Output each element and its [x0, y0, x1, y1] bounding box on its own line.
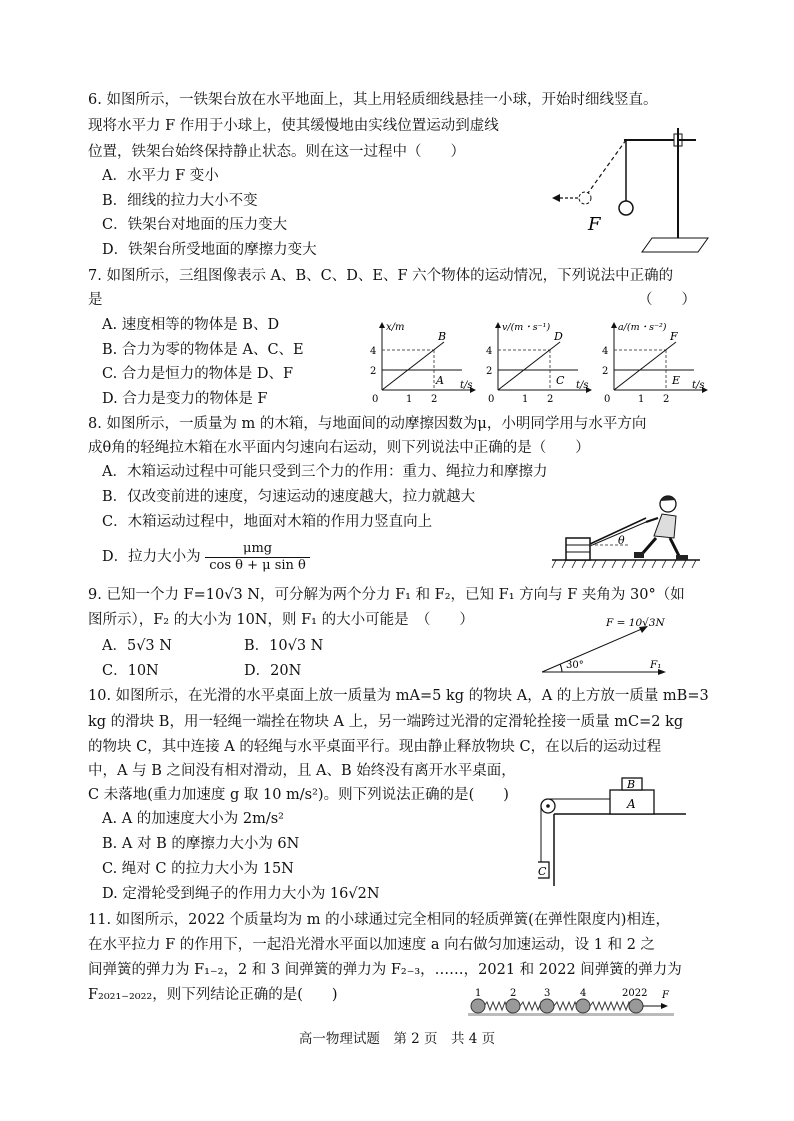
- q11-stem-line1: 11. 如图所示，2022 个质量均为 m 的小球通过完全相同的轻质弹簧(在弹性限度内)相连，: [88, 912, 670, 928]
- q10-figure-pulley-system: [538, 776, 688, 888]
- q7-graph-1-label-b: B: [438, 330, 447, 343]
- q9-option-b: B．10√3 N: [244, 638, 324, 654]
- q7-option-c: C. 合力是恒力的物体是 D、F: [102, 366, 294, 382]
- q8-option-d-numerator: μmg: [205, 541, 310, 558]
- q7-answer-paren: （ ）: [638, 292, 696, 308]
- q7-graph-2-label-c: C: [556, 374, 565, 387]
- q7-graph-1-xlabel: t/s: [460, 380, 473, 391]
- q7-stem-line2: 是: [88, 292, 103, 308]
- q7-graph-1-ylabel: x/m: [386, 322, 405, 333]
- q7-graph-1-xtick-1: 1: [406, 394, 413, 405]
- q9-figure-force-decomposition: [538, 612, 668, 676]
- q7-graph-2-ytick-2: 2: [486, 366, 493, 377]
- q7-graph-2-xtick-2: 2: [547, 394, 554, 405]
- q11-stem-line4: F₂₀₂₁₋₂₀₂₂，则下列结论正确的是( ): [88, 987, 338, 1003]
- q11-stem-line2: 在水平拉力 F 的作用下，一起沿光滑水平面以加速度 a 向右做匀加速运动，设 1 和 2 之: [88, 937, 656, 953]
- q6-option-a: A．水平力 F 变小: [102, 168, 219, 184]
- q9-stem-line2: 图所示），F₂ 的大小为 10N，则 F₁ 的大小可能是 （ ）: [88, 612, 474, 628]
- q6-figure-force-label: F: [588, 214, 601, 235]
- q10-stem-line5: C 未落地(重力加速度 g 取 10 m/s²)。则下列说法正确的是( ): [88, 787, 509, 803]
- q6-option-c: C．铁架台对地面的压力变大: [102, 217, 288, 233]
- q8-option-b: B．仅改变前进的速度，匀速运动的速度越大，拉力就越大: [102, 489, 476, 505]
- q7-graph-3-xtick-1: 1: [638, 394, 645, 405]
- q6-stem-line3: 位置，铁架台始终保持静止状态。则在这一过程中（ ）: [88, 144, 465, 160]
- q7-graph-1-ytick-2: 2: [370, 366, 377, 377]
- q7-graph-3-label-f: F: [670, 330, 678, 343]
- q9-figure-angle-label: 30°: [566, 660, 584, 671]
- q10-stem-line3: 的物块 C，其中连接 A 的轻绳与水平桌面平行。现由静止释放物块 C，在以后的运动过程: [88, 739, 662, 755]
- q11-stem-line3: 间弹簧的弹力为 F₁₋₂，2 和 3 间弹簧的弹力为 F₂₋₃，……，2021 和 2022 间弹簧的弹力为: [88, 962, 682, 978]
- q11-figure-label-4: 4: [580, 988, 587, 999]
- q9-option-a: A．5√3 N: [102, 638, 172, 654]
- q8-option-d: [102, 540, 310, 574]
- q8-option-d-fraction: [205, 541, 310, 574]
- q11-figure-spring-balls: [466, 986, 678, 1026]
- q7-graph-3-ytick-4: 4: [602, 346, 609, 357]
- q11-figure-label-3: 3: [544, 988, 551, 999]
- q8-stem-line2: 成θ角的轻绳拉木箱在水平面内匀速向右运动，则下列说法中正确的是（ ）: [88, 440, 590, 456]
- q7-graph-1-xtick-2: 2: [431, 394, 438, 405]
- q10-option-a: A. A 的加速度大小为 2m/s²: [102, 811, 284, 827]
- q11-figure-force-label: F: [662, 990, 669, 1001]
- q11-figure-label-2: 2: [510, 988, 517, 999]
- q7-graph-3-xtick-2: 2: [663, 394, 670, 405]
- q6-option-d: D．铁架台所受地面的摩擦力变大: [102, 242, 317, 258]
- q6-stem-line2: 现将水平力 F 作用于小球上，使其缓慢地由实线位置运动到虚线: [88, 118, 499, 134]
- q8-figure-boy-pulling-box: [550, 488, 702, 572]
- q7-graph-2-ytick-0: 0: [488, 394, 495, 405]
- q8-option-a: A．木箱运动过程中可能只受到三个力的作用：重力、绳拉力和摩擦力: [102, 464, 548, 480]
- q6-figure-iron-stand: [548, 122, 718, 258]
- q7-graph-3-xlabel: t/s: [692, 380, 705, 391]
- q10-option-b: B. A 对 B 的摩擦力大小为 6N: [102, 836, 300, 852]
- q7-option-b: B. 合力为零的物体是 A、C、E: [102, 342, 304, 358]
- q7-option-a: A. 速度相等的物体是 B、D: [102, 317, 280, 333]
- q7-graph-2: [480, 318, 595, 408]
- q7-graph-3-label-e: E: [672, 374, 681, 387]
- q7-graph-1-label-a: A: [436, 374, 444, 387]
- q7-option-d: D. 合力是变力的物体是 F: [102, 391, 268, 407]
- q6-stem-line1: 6. 如图所示，一铁架台放在水平地面上，其上用轻质细线悬挂一小球，开始时细线竖直。: [88, 92, 658, 108]
- q7-stem-line1: 7. 如图所示，三组图像表示 A、B、C、D、E、F 六个物体的运动情况，下列说法中正确的: [88, 268, 674, 284]
- q7-graph-3-ytick-0: 0: [604, 394, 611, 405]
- q7-graph-3-ylabel: a/(m・s⁻²): [618, 322, 667, 333]
- q10-stem-line4: 中，A 与 B 之间没有相对滑动，且 A、B 始终没有离开水平桌面，: [88, 763, 516, 779]
- q6-option-b: B．细线的拉力大小不变: [102, 193, 258, 209]
- q10-figure-block-c-label: C: [538, 865, 547, 878]
- q10-stem-line1: 10. 如图所示，在光滑的水平桌面上放一质量为 mA=5 kg 的物块 A，A 的上方放一质量 mB=3: [88, 688, 709, 704]
- q8-option-c: C．木箱运动过程中，地面对木箱的作用力竖直向上: [102, 514, 433, 530]
- q7-graph-1: [364, 318, 479, 408]
- page-footer: 高一物理试题 第 2 页 共 4 页: [298, 1031, 496, 1047]
- q10-option-c: C. 绳对 C 的拉力大小为 15N: [102, 861, 294, 877]
- q8-stem-line1: 8. 如图所示，一质量为 m 的木箱，与地面间的动摩擦因数为μ，小明同学用与水平方向: [88, 416, 647, 432]
- q7-graph-2-ytick-4: 4: [486, 346, 493, 357]
- q8-option-d-denominator: cos θ + μ sin θ: [209, 557, 306, 573]
- q8-option-d-prefix: D．拉力大小为: [102, 549, 201, 565]
- q7-graph-1-ytick-0: 0: [372, 394, 379, 405]
- q9-figure-f-label: F = 10√3N: [606, 617, 665, 629]
- q10-stem-line2: kg 的滑块 B，用一轻绳一端拴在物块 A 上，另一端跨过光滑的定滑轮拴接一质量 mC=2 kg: [88, 714, 684, 730]
- q9-option-d: D．20N: [244, 663, 302, 679]
- q7-graph-2-xtick-1: 1: [522, 394, 529, 405]
- q9-figure-f1-label: F₁: [650, 659, 662, 671]
- q11-figure-label-2022: 2022: [622, 988, 648, 999]
- q7-graph-2-ylabel: v/(m・s⁻¹): [502, 322, 551, 333]
- q7-graph-3: [596, 318, 711, 408]
- q7-graph-3-ytick-2: 2: [602, 366, 609, 377]
- q11-figure-label-1: 1: [475, 988, 482, 999]
- q7-graph-2-label-d: D: [554, 330, 563, 343]
- q7-graph-1-ytick-4: 4: [370, 346, 377, 357]
- q10-figure-block-a-label: A: [627, 797, 636, 811]
- q7-graph-2-xlabel: t/s: [576, 380, 589, 391]
- q8-figure-theta-label: θ: [618, 534, 625, 547]
- q9-option-c: C．10N: [102, 663, 159, 679]
- q10-option-d: D. 定滑轮受到绳子的作用力大小为 16√2N: [102, 886, 380, 902]
- q9-stem-line1: 9. 已知一个力 F=10√3 N，可分解为两个分力 F₁ 和 F₂，已知 F₁ 方向与 F 夹角为 30°（如: [88, 587, 685, 603]
- q10-figure-block-b-label: B: [627, 778, 636, 791]
